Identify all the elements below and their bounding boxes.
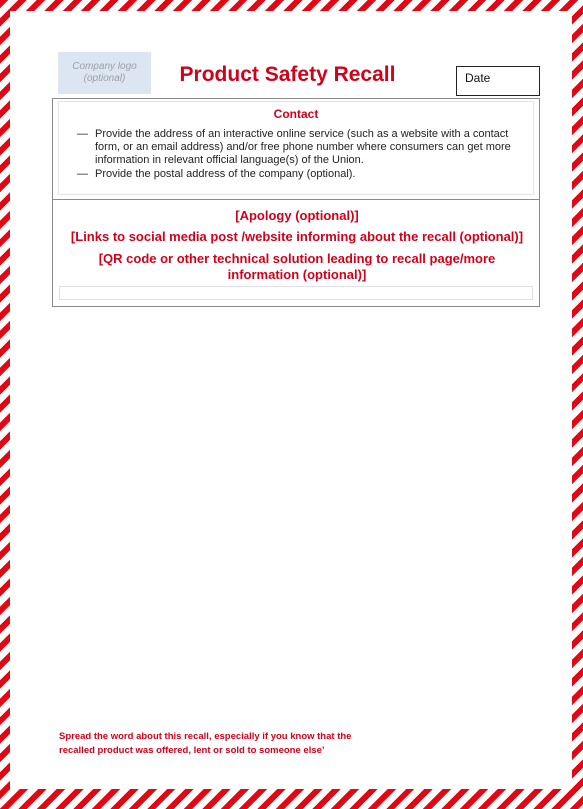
company-logo-placeholder xyxy=(58,52,151,94)
social-links-text: [Links to social media post /website informing about the recall (optional)] xyxy=(70,229,524,244)
qr-code-text: [QR code or other technical solution leading to recall page/more information (optional)] xyxy=(98,251,496,282)
logo-line-2: (optional) xyxy=(83,73,126,84)
contact-section xyxy=(52,98,540,200)
page-title: Product Safety Recall xyxy=(179,63,396,86)
date-label: Date xyxy=(465,71,491,85)
optional-inner-box xyxy=(59,286,533,300)
apology-text: [Apology (optional)] xyxy=(235,208,359,223)
optional-section xyxy=(52,200,540,307)
logo-line-1: Company logo xyxy=(72,61,137,72)
contact-item-online: — Provide the address of an interactive online service (such as a website with a contact form, or an email address) and/or free phone number where consumers can get more information in relevant official language(s) of the Union. xyxy=(83,128,527,167)
contact-item-postal: — Provide the postal address of the company (optional). xyxy=(83,168,527,181)
spread-the-word-note: Spread the word about this recall, especially if you know that the recalled product was offered, lent or sold to someone else’ xyxy=(59,731,352,756)
contact-list xyxy=(59,128,533,181)
contact-inner-box xyxy=(58,101,534,195)
contact-heading: Contact xyxy=(273,107,319,121)
date-field[interactable] xyxy=(456,66,540,96)
